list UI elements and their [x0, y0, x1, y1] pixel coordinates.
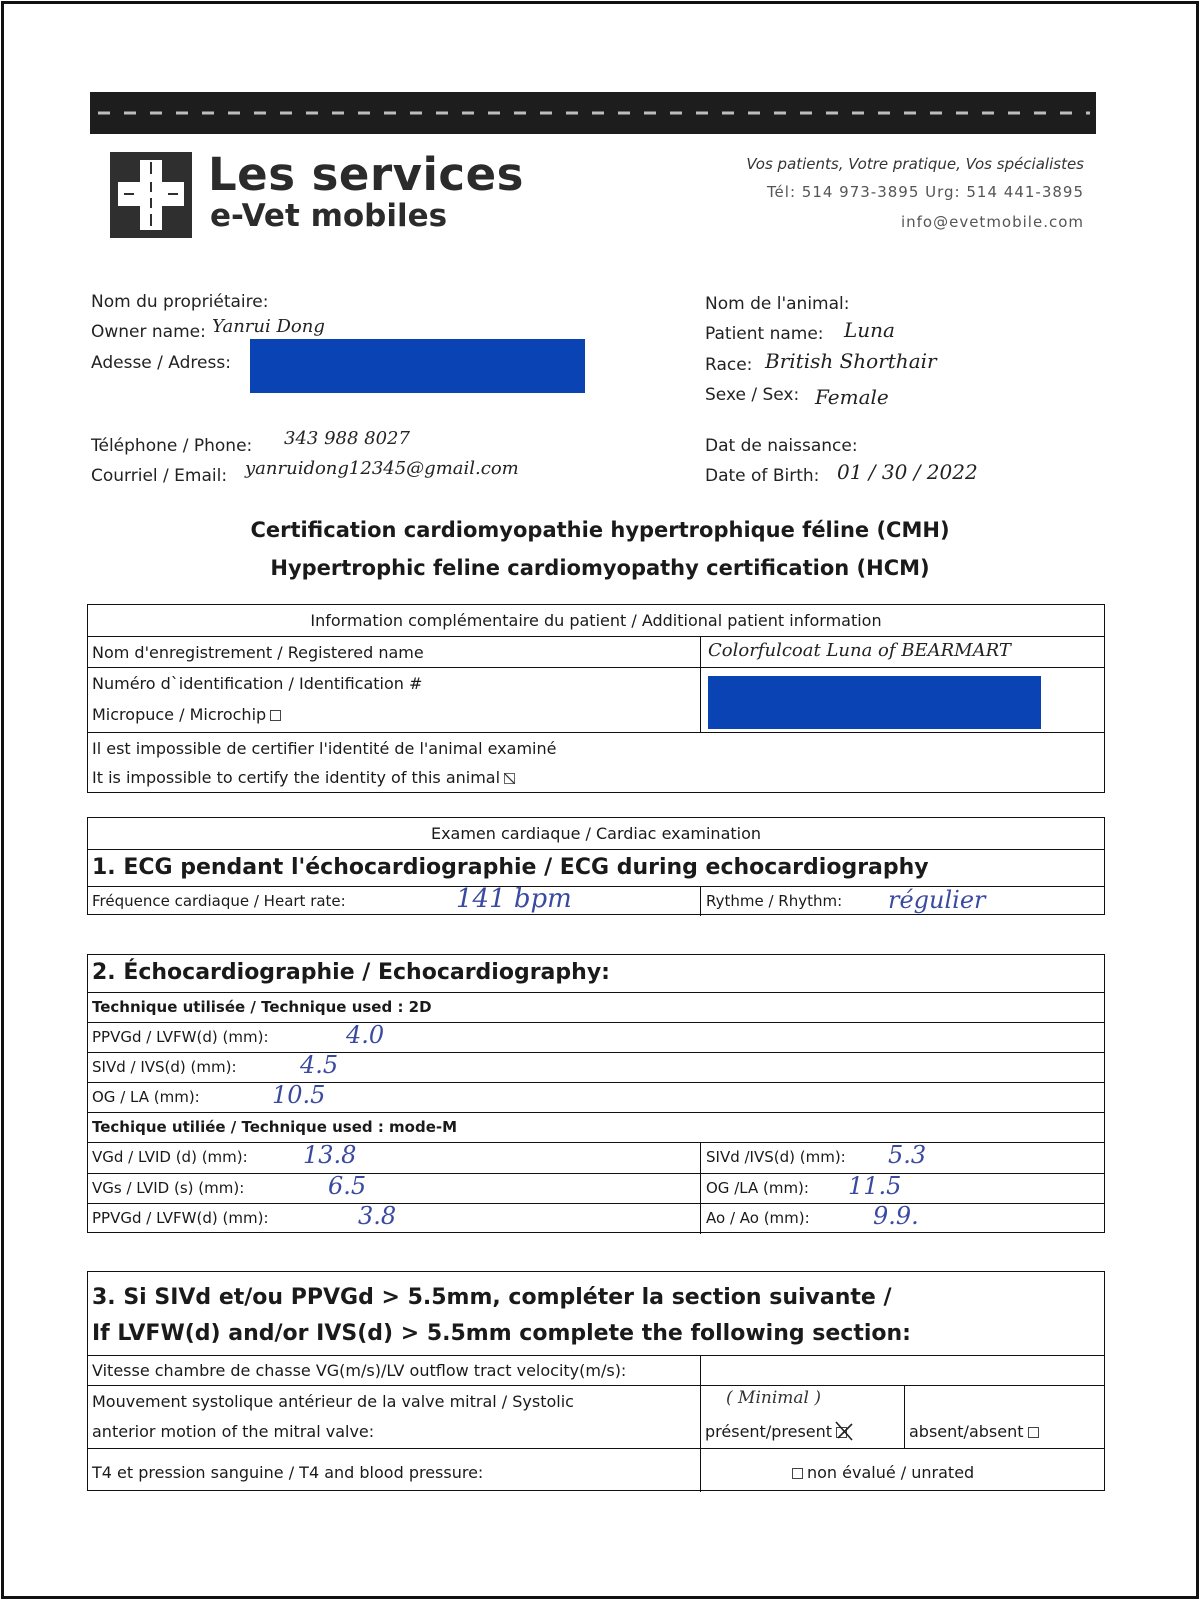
echocardiography-table	[87, 954, 1105, 1233]
absent-option	[909, 1422, 1043, 1441]
heart-rate-row	[88, 886, 1104, 916]
lvids-value: 6.5	[328, 1172, 367, 1200]
registered-name-label: Nom d'enregistrement / Registered name	[92, 643, 424, 662]
section3-table	[87, 1271, 1105, 1491]
lvfw-2d-row	[88, 1022, 1104, 1052]
title-fr: Certification cardiomyopathie hypertrophique féline (CMH)	[250, 518, 950, 542]
clinic-email: info@evetmobile.com	[900, 213, 1084, 231]
sex-label: Sexe / Sex:	[705, 385, 800, 405]
t4-label: T4 et pression sanguine / T4 and blood pressure:	[92, 1463, 484, 1482]
address-label: Adesse / Adress:	[91, 353, 231, 373]
section3-title-en: If LVFW(d) and/or IVS(d) > 5.5mm complete the following section:	[92, 1321, 911, 1346]
phone-value: 343 988 8027	[284, 428, 410, 449]
identification-label: Numéro d`identification / Identification #	[92, 674, 423, 693]
dob-label-fr: Dat de naissance:	[705, 436, 858, 456]
ivs-2d-row	[88, 1052, 1104, 1082]
additional-info-table	[87, 604, 1105, 793]
ivs-2d-value: 4.5	[300, 1051, 339, 1079]
velocity-row	[88, 1355, 1104, 1385]
heart-rate-label: Fréquence cardiaque / Heart rate:	[92, 892, 346, 910]
registered-name-row	[88, 636, 1104, 667]
info-header-row	[88, 605, 1104, 636]
microchip-label: Micropuce / Microchip	[92, 705, 267, 724]
email-value: yanruidong12345@gmail.com	[245, 458, 519, 479]
tech-2d-label: Technique utilisée / Technique used : 2D	[92, 998, 432, 1016]
owner-name-value: Yanrui Dong	[212, 316, 325, 337]
title-en: Hypertrophic feline cardiomyopathy certification (HCM)	[270, 556, 930, 580]
lvfw-m-value: 3.8	[358, 1202, 397, 1230]
lvids-row	[88, 1173, 1104, 1203]
race-label: Race:	[705, 355, 753, 375]
lvfw-m-row	[88, 1203, 1104, 1234]
registered-name-value: Colorfulcoat Luna of BEARMART	[708, 640, 1011, 661]
sam-label-1: Mouvement systolique antérieur de la valve mitral / Systolic	[92, 1392, 574, 1411]
brand-name: Les services	[208, 148, 524, 201]
la-2d-label: OG / LA (mm):	[92, 1088, 200, 1106]
lvidd-label: VGd / LVID (d) (mm):	[92, 1148, 248, 1166]
lvidd-row	[88, 1142, 1104, 1173]
dash-pattern	[90, 92, 1096, 134]
address-redaction	[250, 339, 585, 393]
microchip-row-label	[92, 705, 285, 724]
owner-label-fr: Nom du propriétaire:	[91, 292, 269, 312]
identification-redaction	[708, 676, 1041, 729]
ivsd-m-value: 5.3	[888, 1141, 927, 1169]
identity-checkbox[interactable]	[504, 773, 515, 784]
road-logo-icon	[110, 152, 192, 238]
dob-label: Date of Birth:	[705, 466, 820, 486]
checked-mark-icon	[504, 773, 515, 784]
la-m-label: OG /LA (mm):	[706, 1179, 809, 1197]
phone-label: Téléphone / Phone:	[91, 436, 253, 456]
unrated-label: non évalué / unrated	[807, 1463, 975, 1482]
ecg-title: 1. ECG pendant l'échocardiographie / ECG during echocardiography	[92, 855, 929, 880]
sam-label-2: anterior motion of the mitral valve:	[92, 1422, 375, 1441]
identity-row	[88, 732, 1104, 794]
tech-2d-row	[88, 992, 1104, 1022]
present-checkbox[interactable]	[836, 1427, 847, 1438]
rhythm-label: Rythme / Rhythm:	[706, 892, 843, 910]
identity-impossible-fr: Il est impossible de certifier l'identité de l'animal examiné	[92, 739, 557, 758]
tech-m-label: Techique utiliée / Technique used : mode-M	[92, 1118, 458, 1136]
rhythm-value: régulier	[888, 886, 986, 914]
checked-mark-icon	[834, 1420, 856, 1442]
cardiac-exam-table	[87, 817, 1105, 915]
animal-label-fr: Nom de l'animal:	[705, 294, 850, 314]
cardiac-header-row	[88, 818, 1104, 849]
email-label: Courriel / Email:	[91, 466, 228, 486]
ao-value: 9.9.	[873, 1202, 919, 1230]
identity-impossible-en-row	[92, 768, 519, 787]
identity-impossible-en: It is impossible to certify the identity of this animal	[92, 768, 501, 787]
microchip-checkbox[interactable]	[270, 710, 281, 721]
heart-rate-value: 141 bpm	[456, 884, 572, 914]
clinic-phones: Tél: 514 973-3895 Urg: 514 441-3895	[766, 183, 1084, 201]
ecg-title-row	[88, 849, 1104, 886]
echo-title: 2. Échocardiographie / Echocardiography:	[92, 960, 610, 985]
echo-title-row	[88, 955, 1104, 992]
lvids-label: VGs / LVID (s) (mm):	[92, 1179, 245, 1197]
info-header: Information complémentaire du patient / Additional patient information	[310, 611, 882, 630]
lvfw-m-label: PPVGd / LVFW(d) (mm):	[92, 1209, 269, 1227]
la-2d-value: 10.5	[272, 1081, 326, 1109]
lvfw-2d-value: 4.0	[346, 1021, 385, 1049]
unrated-checkbox[interactable]	[792, 1468, 803, 1479]
la-m-value: 11.5	[848, 1172, 902, 1200]
sex-value: Female	[815, 385, 889, 409]
ivs-2d-label: SIVd / IVS(d) (mm):	[92, 1058, 237, 1076]
header-dashed-bar	[90, 92, 1096, 134]
cardiac-header: Examen cardiaque / Cardiac examination	[430, 824, 762, 843]
lvfw-2d-label: PPVGd / LVFW(d) (mm):	[92, 1028, 269, 1046]
unrated-option	[788, 1463, 974, 1482]
present-option	[705, 1422, 851, 1441]
tech-m-row	[88, 1112, 1104, 1142]
race-value: British Shorthair	[765, 349, 937, 373]
tagline: Vos patients, Votre pratique, Vos spécialistes	[746, 155, 1084, 173]
absent-checkbox[interactable]	[1028, 1427, 1039, 1438]
patient-name-value: Luna	[844, 318, 895, 342]
section3-title-row	[88, 1272, 1104, 1355]
identification-row	[88, 667, 1104, 732]
patient-name-label: Patient name:	[705, 324, 824, 344]
lvidd-value: 13.8	[303, 1141, 357, 1169]
sam-note: ( Minimal )	[726, 1388, 821, 1408]
ao-label: Ao / Ao (mm):	[706, 1209, 810, 1227]
ivsd-m-label: SIVd /IVS(d) (mm):	[706, 1148, 846, 1166]
velocity-label: Vitesse chambre de chasse VG(m/s)/LV outflow tract velocity(m/s):	[92, 1361, 627, 1380]
t4-row	[88, 1448, 1104, 1492]
present-label: présent/present	[705, 1422, 833, 1441]
sam-row	[88, 1385, 1104, 1448]
la-2d-row	[88, 1082, 1104, 1112]
owner-label-en: Owner name:	[91, 322, 206, 342]
absent-label: absent/absent	[909, 1422, 1024, 1441]
brand-subname: e-Vet mobiles	[210, 198, 448, 234]
section3-title-fr: 3. Si SIVd et/ou PPVGd > 5.5mm, compléter la section suivante /	[92, 1285, 892, 1310]
dob-value: 01 / 30 / 2022	[837, 460, 978, 484]
